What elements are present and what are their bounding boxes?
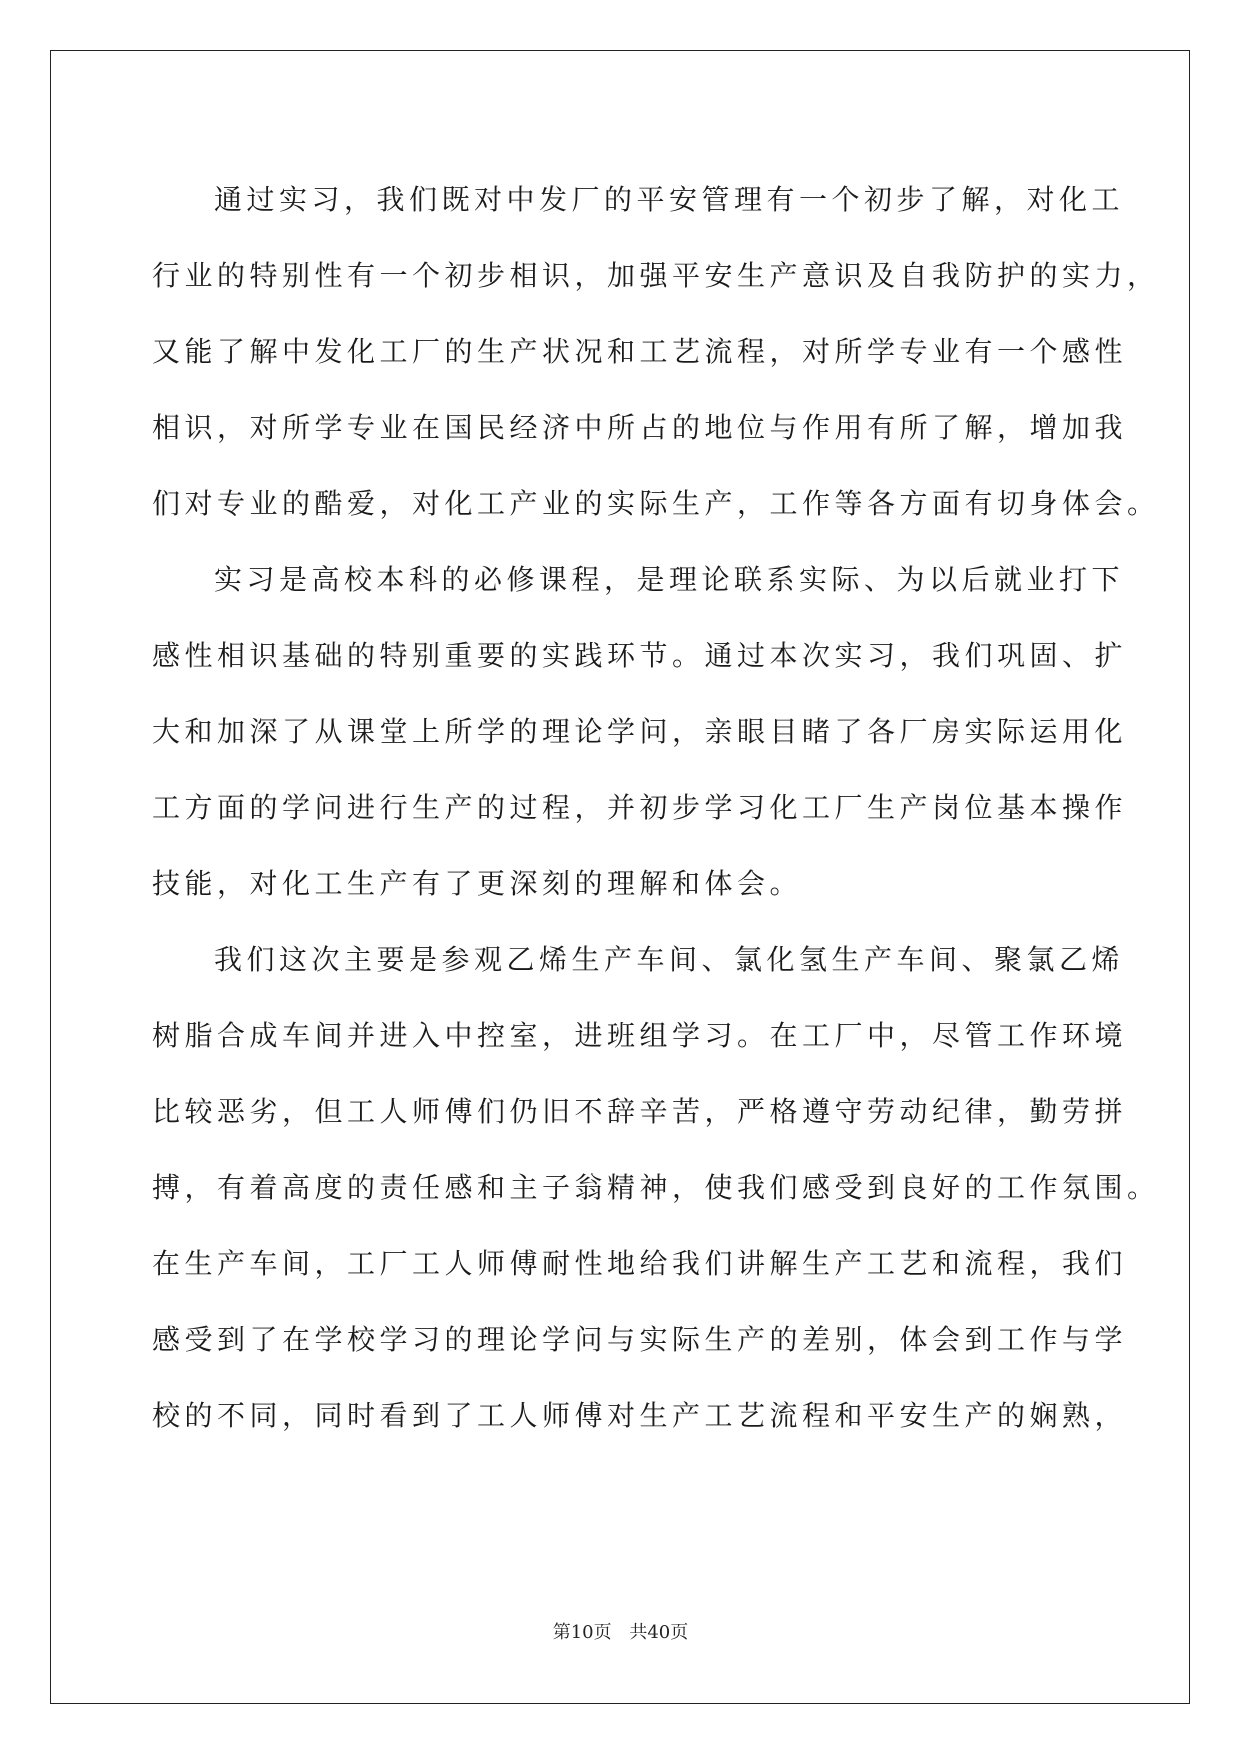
page-number: 第10页 [552,1622,612,1643]
paragraph-3-line-4: 搏，有着高度的责任感和主子翁精神，使我们感受到良好的工作氛围。 [152,1171,1160,1204]
page-footer [0,1618,1241,1644]
paragraph-1-line-3: 又能了解中发化工厂的生产状况和工艺流程，对所学专业有一个感性 [152,335,1128,368]
paragraph-1-line-2: 行业的特别性有一个初步相识，加强平安生产意识及自我防护的实力， [152,259,1160,292]
paragraph-3-line-5: 在生产车间，工厂工人师傅耐性地给我们讲解生产工艺和流程，我们 [152,1247,1128,1280]
paragraph-3-line-3: 比较恶劣，但工人师傅们仍旧不辞辛苦，严格遵守劳动纪律，勤劳拼 [152,1095,1128,1128]
paragraph-1-line-4: 相识，对所学专业在国民经济中所占的地位与作用有所了解，增加我 [152,411,1128,444]
document-body [152,162,1160,1454]
paragraph-2-line-4: 工方面的学问进行生产的过程，并初步学习化工厂生产岗位基本操作 [152,791,1128,824]
paragraph-1-line-1: 通过实习，我们既对中发厂的平安管理有一个初步了解，对化工 [214,183,1125,216]
paragraph-2-line-3: 大和加深了从课堂上所学的理论学问，亲眼目睹了各厂房实际运用化 [152,715,1128,748]
paragraph-3-line-1: 我们这次主要是参观乙烯生产车间、氯化氢生产车间、聚氯乙烯 [214,943,1125,976]
total-pages: 共40页 [629,1622,689,1643]
paragraph-1-line-5: 们对专业的酷爱，对化工产业的实际生产，工作等各方面有切身体会。 [152,487,1160,520]
paragraph-3-line-7: 校的不同，同时看到了工人师傅对生产工艺流程和平安生产的娴熟， [152,1399,1128,1432]
paragraph-2-line-1: 实习是高校本科的必修课程，是理论联系实际、为以后就业打下 [214,563,1125,596]
paragraph-3-line-2: 树脂合成车间并进入中控室，进班组学习。在工厂中，尽管工作环境 [152,1019,1128,1052]
paragraph-2-line-2: 感性相识基础的特别重要的实践环节。通过本次实习，我们巩固、扩 [152,639,1128,672]
paragraph-3-line-6: 感受到了在学校学习的理论学问与实际生产的差别，体会到工作与学 [152,1323,1128,1356]
paragraph-2-line-5: 技能，对化工生产有了更深刻的理解和体会。 [152,867,803,900]
